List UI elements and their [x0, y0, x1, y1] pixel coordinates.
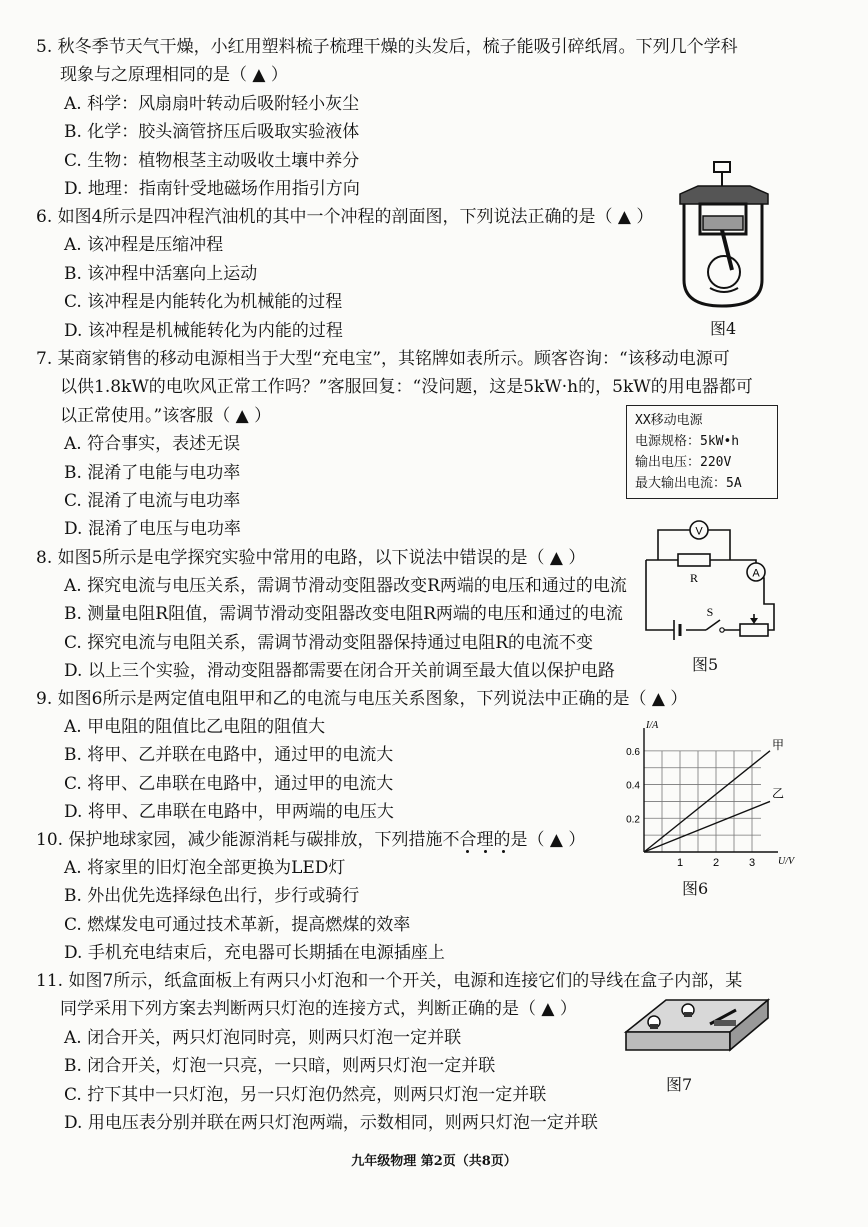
series-label: 乙: [772, 786, 785, 801]
emphasis-dot: [502, 850, 505, 853]
x-tick-label: 3: [748, 857, 756, 869]
q11-option-b: B. 闭合开关，灯泡一只亮，一只暗，则两只灯泡一定并联: [64, 1056, 496, 1076]
q9-option-b: B. 将甲、乙并联在电路中，通过甲的电流大: [64, 745, 394, 765]
x-axis-label: U/V: [778, 856, 795, 867]
q5-option-b: B. 化学：胶头滴管挤压后吸取实验液体: [64, 122, 360, 142]
figure-4-caption: 图4: [710, 319, 737, 338]
q10-option-c: C. 燃煤发电可通过技术革新，提高燃煤的效率: [64, 915, 411, 935]
figure-7-caption: 图7: [666, 1075, 693, 1094]
q9-option-a: A. 甲电阻的阻值比乙电阻的阻值大: [64, 717, 326, 737]
power-bank-nameplate: [626, 405, 778, 499]
y-tick-label: 0.4: [626, 780, 640, 792]
q6-stem: 6. 如图4所示是四冲程汽油机的其中一个冲程的剖面图，下列说法正确的是（ ▲ ）: [36, 207, 654, 227]
q5-stem-line2: 现象与之原理相同的是（ ▲ ）: [60, 65, 288, 85]
q9-option-d: D. 将甲、乙串联在电路中，甲两端的电压大: [64, 802, 394, 822]
q7-option-d: D. 混淆了电压与电功率: [64, 519, 241, 539]
y-tick-label: 0.2: [626, 814, 640, 826]
switch-label: S: [706, 605, 714, 619]
engine-cross-section-figure: [670, 160, 780, 310]
x-tick-label: 1: [676, 857, 684, 869]
q5-option-c: C. 生物：植物根茎主动吸收土壤中养分: [64, 151, 360, 171]
page-footer: 九年级物理 第2页（共8页）: [351, 1154, 517, 1169]
q8-option-c: C. 探究电流与电阻关系，需调节滑动变阻器保持通过电阻R的电流不变: [64, 633, 594, 653]
nameplate-current: 最大输出电流：5A: [635, 476, 742, 491]
q8-stem: 8. 如图5所示是电学探究实验中常用的电路，以下说法中错误的是（ ▲ ）: [36, 548, 586, 568]
nameplate-voltage: 输出电压：220V: [635, 455, 732, 470]
q7-option-c: C. 混淆了电流与电功率: [64, 491, 241, 511]
nameplate-title: XX移动电源: [635, 413, 703, 428]
q6-option-c: C. 该冲程是内能转化为机械能的过程: [64, 292, 343, 312]
q11-option-c: C. 拧下其中一只灯泡，另一只灯泡仍然亮，则两只灯泡一定并联: [64, 1085, 547, 1105]
emphasis-dot: [466, 850, 469, 853]
emphasis-dot: [484, 850, 487, 853]
figure-5-caption: 图5: [692, 655, 719, 674]
q10-option-b: B. 外出优先选择绿色出行，步行或骑行: [64, 886, 360, 906]
lamp-box-figure: [618, 996, 774, 1070]
series-line: [644, 801, 770, 852]
q11-option-d: D. 用电压表分别并联在两只灯泡两端，示数相同，则两只灯泡一定并联: [64, 1113, 598, 1133]
y-axis-label: I/A: [646, 720, 659, 731]
q8-option-d: D. 以上三个实验，滑动变阻器都需要在闭合开关前调至最大值以保护电路: [64, 661, 615, 681]
q11-option-a: A. 闭合开关，两只灯泡同时亮，则两只灯泡一定并联: [64, 1028, 462, 1048]
nameplate-spec: 电源规格：5kW•h: [635, 434, 740, 449]
q7-stem-line1: 7. 某商家销售的移动电源相当于大型“充电宝”，其铭牌如表所示。顾客咨询：“该移动电源可: [36, 349, 730, 369]
circuit-diagram-figure: [636, 518, 784, 648]
q5-option-d: D. 地理：指南针受地磁场作用指引方向: [64, 179, 360, 199]
q6-option-b: B. 该冲程中活塞向上运动: [64, 264, 258, 284]
q5-option-a: A. 科学：风扇扇叶转动后吸附轻小灰尘: [64, 94, 360, 114]
resistor-label: R: [689, 571, 699, 585]
q7-stem-line3: 以正常使用。”该客服（ ▲ ）: [60, 406, 272, 426]
q9-option-c: C. 将甲、乙串联在电路中，通过甲的电流大: [64, 774, 394, 794]
q11-stem-line1: 11. 如图7所示，纸盒面板上有两只小灯泡和一个开关，电源和连接它们的导线在盒子内部，某: [36, 971, 743, 991]
q8-option-a: A. 探究电流与电压关系，需调节滑动变阻器改变R两端的电压和通过的电流: [64, 576, 627, 596]
q9-stem: 9. 如图6所示是两定值电阻甲和乙的电流与电压关系图象，下列说法中正确的是（ ▲ ）: [36, 689, 688, 709]
iv-graph: [618, 720, 795, 872]
q7-option-b: B. 混淆了电能与电功率: [64, 463, 241, 483]
figure-6-caption: 图6: [682, 879, 709, 898]
q5-stem-line1: 5. 秋冬季节天气干燥，小红用塑料梳子梳理干燥的头发后，梳子能吸引碎纸屑。下列几个学科: [36, 37, 738, 57]
q8-option-b: B. 测量电阻R阻值，需调节滑动变阻器改变电阻R两端的电压和通过的电流: [64, 604, 623, 624]
q10-option-a: A. 将家里的旧灯泡全部更换为LED灯: [64, 858, 346, 878]
voltmeter-label: V: [695, 525, 703, 538]
q7-stem-line2: 以供1.8kW的电吹风正常工作吗？”客服回复：“没问题，这是5kW·h的，5kW的用电器都可: [60, 377, 753, 397]
y-tick-label: 0.6: [626, 746, 640, 758]
q10-stem: 10. 保护地球家园，减少能源消耗与碳排放，下列措施不合理的是（ ▲ ）: [36, 830, 586, 850]
x-tick-label: 2: [712, 857, 720, 869]
q6-option-d: D. 该冲程是机械能转化为内能的过程: [64, 321, 343, 341]
q10-option-d: D. 手机充电结束后，充电器可长期插在电源插座上: [64, 943, 445, 963]
q6-option-a: A. 该冲程是压缩冲程: [64, 235, 224, 255]
q7-option-a: A. 符合事实，表述无误: [64, 434, 241, 454]
q11-stem-line2: 同学采用下列方案去判断两只灯泡的连接方式，判断正确的是（ ▲ ）: [60, 999, 577, 1019]
series-label: 甲: [772, 737, 785, 752]
ammeter-label: A: [752, 567, 760, 580]
